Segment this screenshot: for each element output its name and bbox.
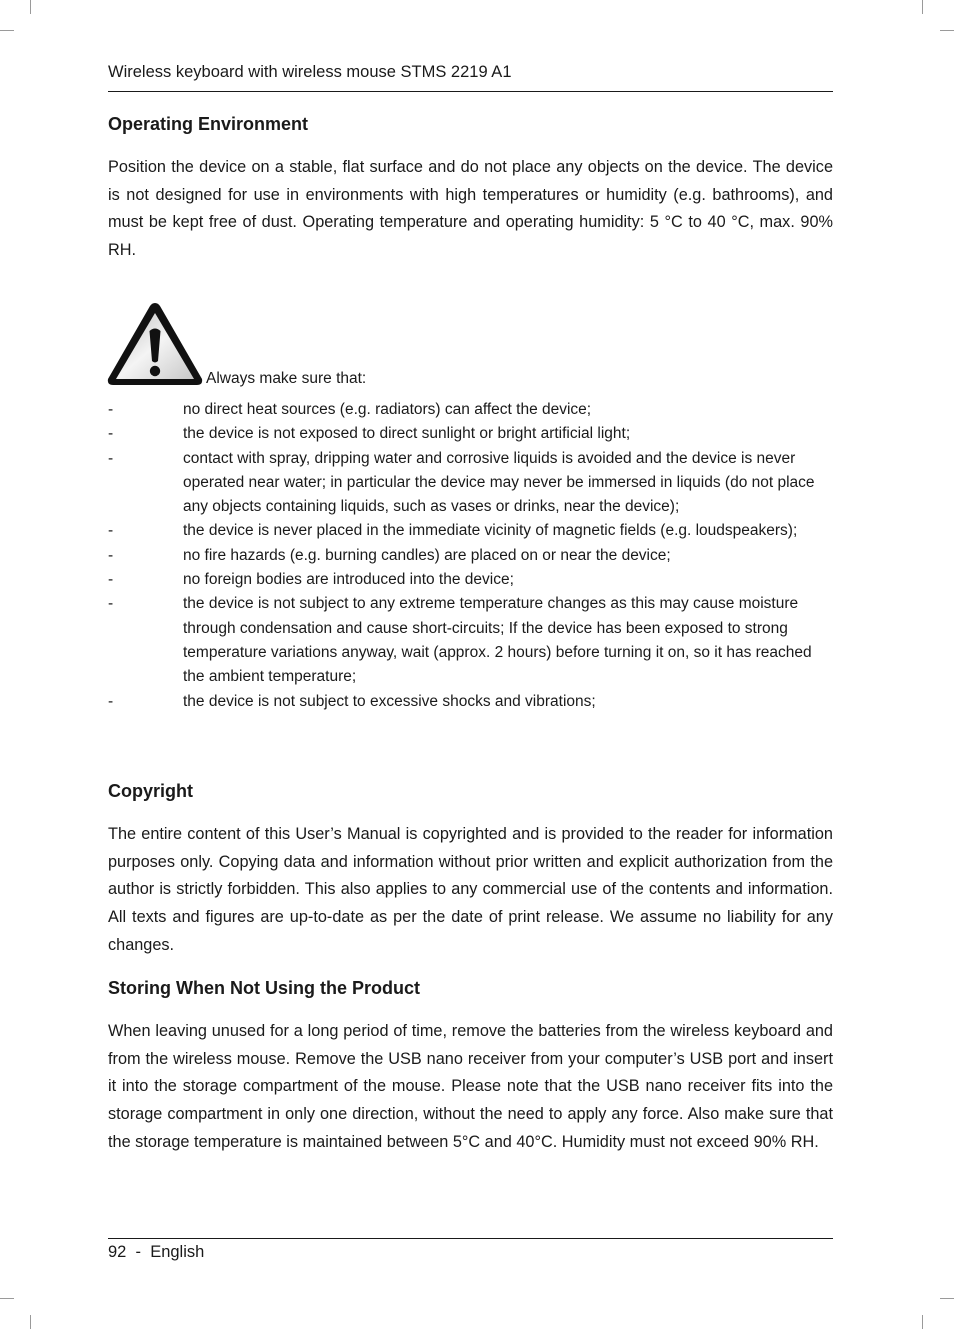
crop-mark: [922, 0, 923, 14]
bullet-dash: -: [108, 425, 114, 443]
heading-copyright: Copyright: [108, 781, 193, 801]
list-item: [108, 519, 833, 543]
crop-mark: [0, 1298, 14, 1299]
list-item-text: no direct heat sources (e.g. radiators) can affect the device;: [183, 401, 592, 418]
list-item: [108, 398, 833, 422]
crop-mark: [922, 1315, 923, 1329]
list-item: [108, 592, 833, 689]
crop-mark: [0, 30, 14, 31]
page-number: 92: [108, 1243, 127, 1261]
footer-language: English: [150, 1243, 205, 1261]
running-header: Wireless keyboard with wireless mouse STMS 2219 A1: [108, 63, 512, 81]
footer-separator: -: [126, 1243, 151, 1261]
heading-storing: Storing When Not Using the Product: [108, 978, 420, 998]
list-item-text: the device is not subject to excessive shocks and vibrations;: [183, 692, 596, 710]
bullet-dash: -: [108, 692, 114, 710]
heading-operating-environment: Operating Environment: [108, 114, 309, 134]
warning-triangle-icon: [106, 301, 204, 387]
list-item: [108, 568, 833, 592]
crop-mark: [30, 1315, 31, 1329]
list-item-text: the device is never placed in the immediate vicinity of magnetic fields (e.g. loudspeakers);: [183, 522, 798, 540]
list-item-text: no fire hazards (e.g. burning candles) are placed on or near the device;: [183, 546, 671, 564]
paragraph-storing: When leaving unused for a long period of time, remove the batteries from the wireless keyboard and from the wireless mouse. Remove the USB nano receiver from your computer’s USB port and insert it into the storage compartment of the mouse. Please note that the USB nano receiver fits into the storage compartment in only one direction, without the need to apply any force. Also make sure that the storage temperature is maintained between 5°C and 40°C. Humidity must not exceed 90% RH.: [108, 1022, 833, 1151]
list-item: [108, 690, 833, 714]
bullet-dash: -: [108, 571, 114, 589]
list-item: [108, 447, 833, 520]
list-item-text: the device is not exposed to direct sunlight or bright artificial light;: [183, 425, 631, 443]
crop-mark: [940, 30, 954, 31]
crop-mark: [30, 0, 31, 14]
list-item-text: no foreign bodies are introduced into the device;: [183, 571, 514, 589]
footer-divider: [108, 1238, 833, 1239]
bullet-dash: -: [108, 401, 114, 418]
paragraph-operating-environment: Position the device on a stable, flat surface and do not place any objects on the device. The device is not designed for use in environments with high temperatures or humidity (e.g. bathrooms), and must be kept free of dust. Operating temperature and operating humidity: 5 °C to 40 °C, max. 90% RH.: [108, 158, 833, 260]
bullet-dash: -: [108, 449, 114, 467]
warning-list: [108, 398, 833, 714]
list-item: [108, 422, 833, 446]
bullet-dash: -: [108, 522, 114, 540]
list-item-text: the device is not subject to any extreme temperature changes as this may cause moisture through condensation and cause short-circuits; If the device has been exposed to strong temperature variations anyway, wait (approx. 2 hours) before turning it on, so it has reached the ambient temperature;: [183, 595, 812, 686]
list-item: [108, 544, 833, 568]
page-footer: [108, 1243, 204, 1262]
crop-mark: [940, 1298, 954, 1299]
bullet-dash: -: [108, 595, 114, 613]
bullet-dash: -: [108, 546, 114, 564]
header-divider: [108, 91, 833, 92]
list-item-text: contact with spray, dripping water and corrosive liquids is avoided and the device is never operated near water; in particular the device may never be immersed in liquids (do not place any objects containing liquids, such as vases or drinks, near the device);: [183, 449, 815, 516]
paragraph-copyright: The entire content of this User’s Manual is copyrighted and is provided to the reader for information purposes only. Copying data and information without prior written and explicit authorization from the author is strictly forbidden. This also applies to any commercial use of the contents and information. All texts and figures are up-to-date as per the date of print release. We assume no liability for any changes.: [108, 825, 833, 954]
warning-intro: Always make sure that:: [206, 370, 367, 387]
